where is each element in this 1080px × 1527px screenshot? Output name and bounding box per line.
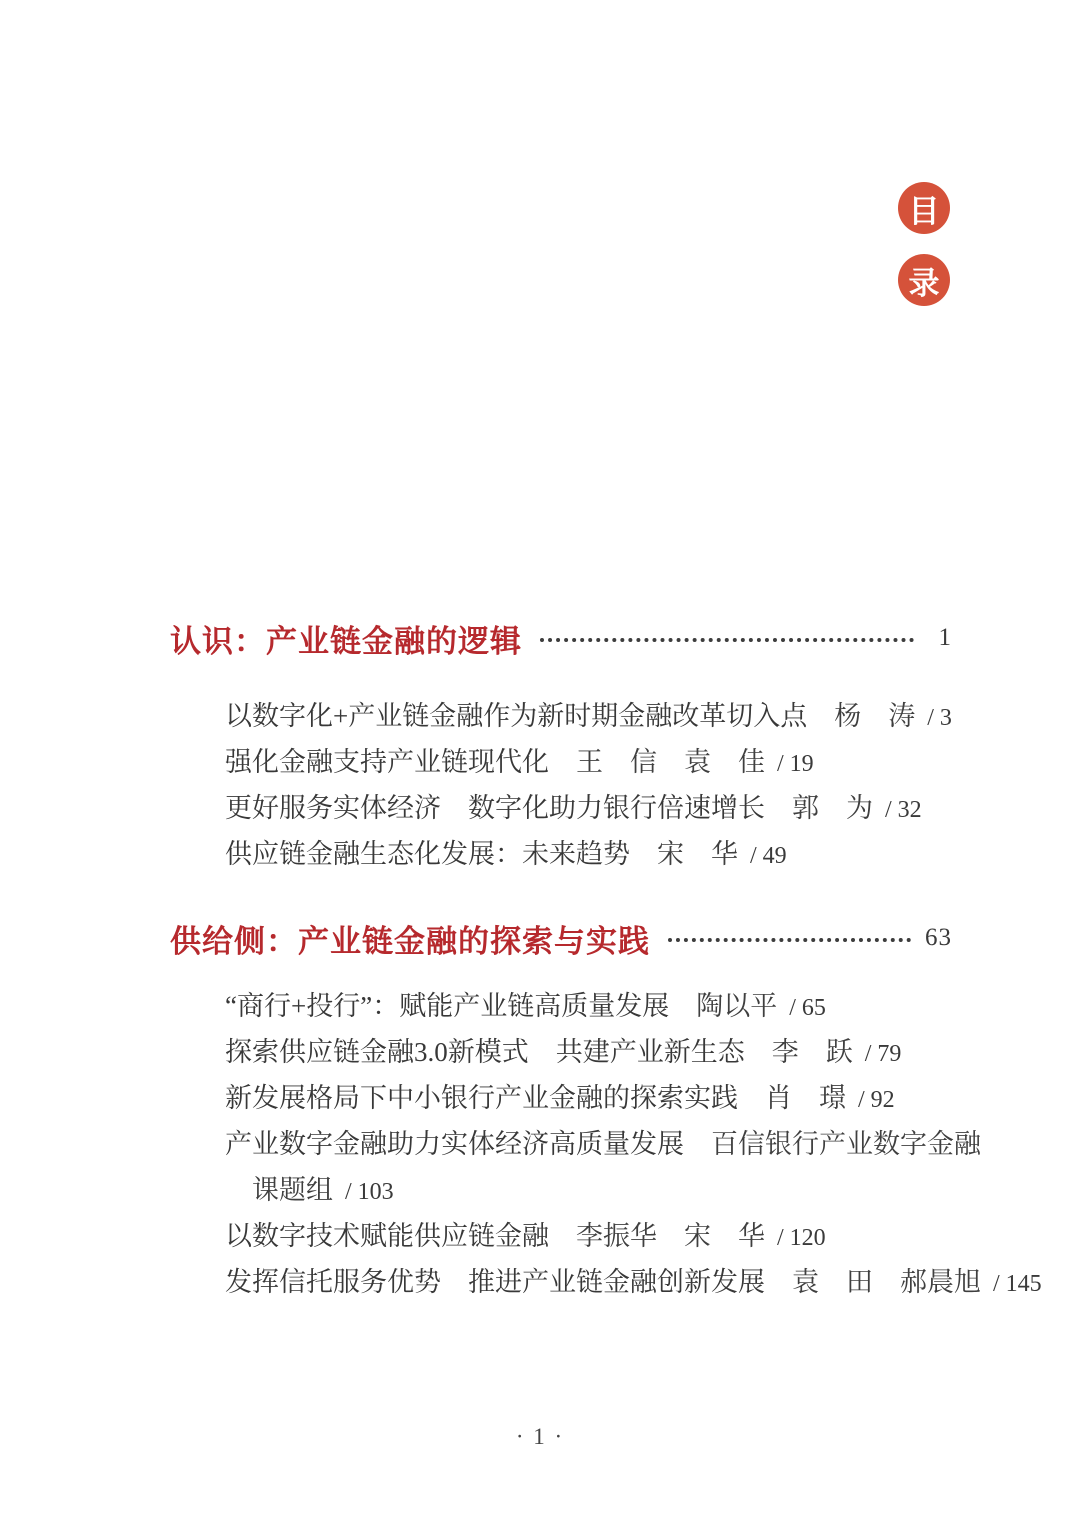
entry-title: 强化金融支持产业链现代化 bbox=[225, 747, 549, 777]
badge-circle-lu bbox=[898, 254, 950, 306]
toc-title-badge bbox=[898, 182, 950, 306]
toc-entry-continuation bbox=[170, 1168, 952, 1214]
section-heading-text: 供给侧：产业链金融的探索与实践 bbox=[170, 923, 650, 959]
toc-entry bbox=[170, 786, 952, 832]
toc-entry bbox=[170, 984, 952, 1030]
entry-page: / 32 bbox=[885, 797, 922, 823]
section-heading-1 bbox=[170, 618, 952, 658]
entry-title: 以数字化+产业链金融作为新时期金融改革切入点 bbox=[225, 701, 808, 731]
toc-entry bbox=[170, 1076, 952, 1122]
entry-title: “商行+投行”：赋能产业链高质量发展 bbox=[225, 991, 670, 1021]
dotted-leader bbox=[668, 938, 911, 942]
toc-entry bbox=[170, 694, 952, 740]
badge-circle-mu bbox=[898, 182, 950, 234]
entry-authors: 陶以平 bbox=[696, 991, 778, 1021]
entry-page: / 65 bbox=[789, 995, 826, 1021]
section-page-number: 1 bbox=[938, 624, 952, 651]
entry-page: / 145 bbox=[993, 1271, 1042, 1297]
entry-authors: 郭 为 bbox=[792, 793, 873, 823]
entry-authors: 课题组 bbox=[252, 1175, 333, 1205]
entry-page: / 92 bbox=[858, 1087, 895, 1113]
section-heading-text: 认识：产业链金融的逻辑 bbox=[170, 623, 522, 659]
entry-title: 探索供应链金融3.0新模式 共建产业新生态 bbox=[225, 1037, 745, 1067]
entry-authors: 宋 华 bbox=[657, 839, 738, 869]
entry-title: 供应链金融生态化发展：未来趋势 bbox=[225, 839, 630, 869]
table-of-contents bbox=[170, 618, 1042, 1306]
toc-entry bbox=[170, 740, 952, 786]
entry-authors: 百信银行产业数字金融 bbox=[711, 1129, 981, 1159]
toc-entry bbox=[170, 832, 952, 878]
badge-char: 目 bbox=[908, 193, 940, 229]
section-page-number: 63 bbox=[925, 924, 952, 951]
badge-char: 录 bbox=[908, 265, 940, 301]
entry-title: 产业数字金融助力实体经济高质量发展 bbox=[225, 1129, 684, 1159]
toc-entry bbox=[170, 1214, 952, 1260]
entry-authors: 李振华 宋 华 bbox=[576, 1221, 765, 1251]
entry-authors: 袁 田 郝晨旭 bbox=[792, 1267, 981, 1297]
entry-title: 以数字技术赋能供应链金融 bbox=[225, 1221, 549, 1251]
entry-title: 新发展格局下中小银行产业金融的探索实践 bbox=[225, 1083, 738, 1113]
entry-authors: 杨 涛 bbox=[834, 701, 916, 731]
entry-title: 发挥信托服务优势 推进产业链金融创新发展 bbox=[225, 1267, 765, 1297]
entry-page: / 103 bbox=[345, 1179, 394, 1205]
footer-page-number: · 1 · bbox=[515, 1424, 565, 1449]
entry-page: / 79 bbox=[864, 1041, 902, 1067]
toc-entry bbox=[170, 1122, 981, 1168]
entry-page: / 19 bbox=[777, 751, 814, 777]
entry-page: / 49 bbox=[750, 843, 787, 869]
entry-authors: 王 信 袁 佳 bbox=[576, 747, 765, 777]
entry-page: / 3 bbox=[927, 705, 952, 731]
entry-page: / 120 bbox=[777, 1225, 826, 1251]
toc-entry bbox=[170, 1260, 1042, 1306]
toc-entry bbox=[170, 1030, 952, 1076]
dotted-leader bbox=[540, 638, 914, 642]
entry-title: 更好服务实体经济 数字化助力银行倍速增长 bbox=[225, 793, 765, 823]
entry-authors: 肖 璟 bbox=[765, 1083, 846, 1113]
entry-authors: 李 跃 bbox=[771, 1037, 853, 1067]
section-heading-2 bbox=[170, 918, 952, 958]
